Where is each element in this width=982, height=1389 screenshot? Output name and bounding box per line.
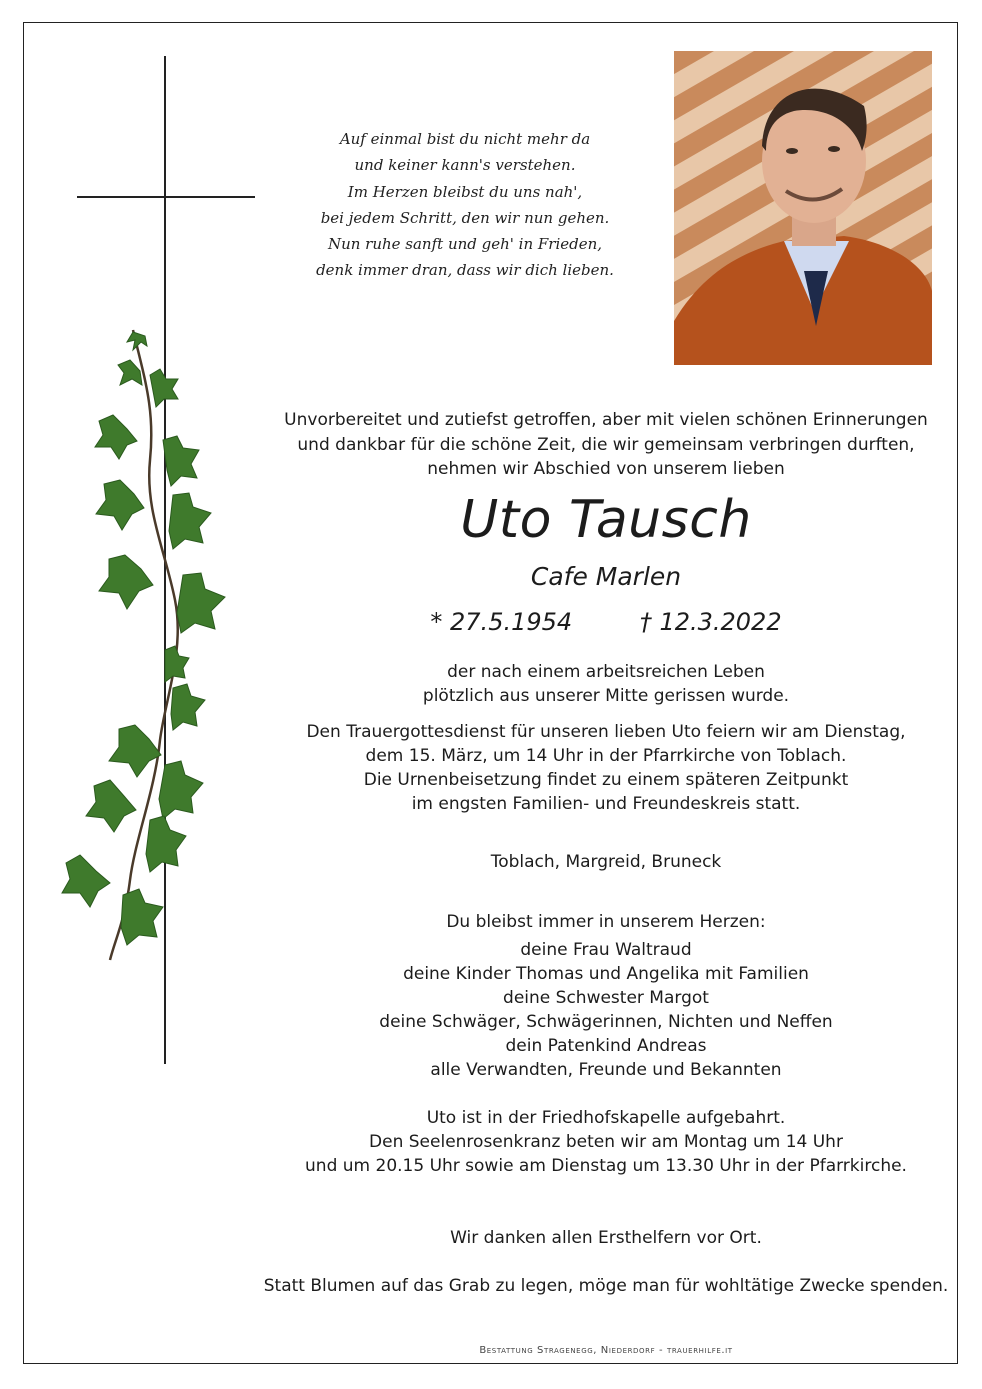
birth-date: * 27.5.1954 bbox=[430, 608, 573, 636]
portrait-photo bbox=[674, 51, 932, 365]
intro-line: und dankbar für die schöne Zeit, die wir gemeinsam verbringen durften, bbox=[297, 434, 915, 455]
poem-line: bei jedem Schritt, den wir nun gehen. bbox=[320, 208, 610, 227]
after-text bbox=[230, 660, 982, 708]
service-line: Den Trauergottesdienst für unseren lieben Uto feiern wir am Dienstag, bbox=[306, 722, 906, 742]
footer-credit: Bestattung Stragenegg, Niederdorf - trauerhilfe.it bbox=[479, 1345, 733, 1356]
mourner-line: deine Frau Waltraud bbox=[520, 940, 692, 960]
memorial-poem bbox=[300, 126, 630, 284]
poem-line: Auf einmal bist du nicht mehr da bbox=[339, 130, 591, 148]
mourner-line: deine Schwester Margot bbox=[503, 988, 709, 1008]
lying-in-state-text bbox=[230, 1106, 982, 1178]
flowers-line: Statt Blumen auf das Grab zu legen, möge man für wohltätige Zwecke spenden. bbox=[263, 1276, 949, 1296]
service-line: dem 15. März, um 14 Uhr in der Pfarrkirche von Toblach. bbox=[365, 746, 847, 766]
mourner-line: deine Kinder Thomas und Angelika mit Familien bbox=[403, 964, 809, 984]
death-date: † 12.3.2022 bbox=[639, 608, 782, 636]
deceased-name: Uto Tausch bbox=[460, 490, 752, 550]
thanks-line: Wir danken allen Ersthelfern vor Ort. bbox=[450, 1228, 762, 1248]
cross-horizontal-bar bbox=[77, 196, 255, 198]
intro-line: Unvorbereitet und zutiefst getroffen, aber mit vielen schönen Erinnerungen bbox=[284, 410, 928, 430]
deceased-subtitle: Cafe Marlen bbox=[530, 562, 682, 591]
poem-line: denk immer dran, dass wir dich lieben. bbox=[316, 261, 614, 280]
mourner-line: alle Verwandten, Freunde und Bekannten bbox=[430, 1060, 782, 1080]
mourner-line: deine Schwäger, Schwägerinnen, Nichten und Neffen bbox=[379, 1012, 833, 1032]
after-line: plötzlich aus unserer Mitte gerissen wurde. bbox=[422, 686, 790, 706]
mourners-list bbox=[230, 938, 982, 1082]
poem-line: und keiner kann's verstehen. bbox=[354, 156, 576, 175]
after-line: der nach einem arbeitsreichen Leben bbox=[447, 662, 765, 682]
service-line: Die Urnenbeisetzung findet zu einem späteren Zeitpunkt bbox=[363, 770, 849, 790]
places-line: Toblach, Margreid, Bruneck bbox=[490, 852, 722, 872]
mourners-heading: Du bleibst immer in unserem Herzen: bbox=[446, 912, 766, 932]
poem-line: Im Herzen bleibst du uns nah', bbox=[347, 182, 583, 201]
intro-text bbox=[230, 408, 982, 482]
lying-line: Den Seelenrosenkranz beten wir am Montag um 14 Uhr bbox=[369, 1132, 843, 1152]
service-text bbox=[230, 720, 982, 816]
lying-line: und um 20.15 Uhr sowie am Dienstag um 13.30 Uhr in der Pfarrkirche. bbox=[305, 1156, 907, 1176]
lying-line: Uto ist in der Friedhofskapelle aufgebahrt. bbox=[426, 1108, 786, 1128]
intro-line: nehmen wir Abschied von unserem lieben bbox=[427, 459, 785, 479]
poem-line: Nun ruhe sanft und geh' in Frieden, bbox=[327, 235, 603, 254]
service-line: im engsten Familien- und Freundeskreis statt. bbox=[411, 794, 801, 814]
mourner-line: dein Patenkind Andreas bbox=[505, 1036, 707, 1056]
ivy-vine-image bbox=[55, 320, 245, 970]
life-dates bbox=[230, 607, 982, 637]
